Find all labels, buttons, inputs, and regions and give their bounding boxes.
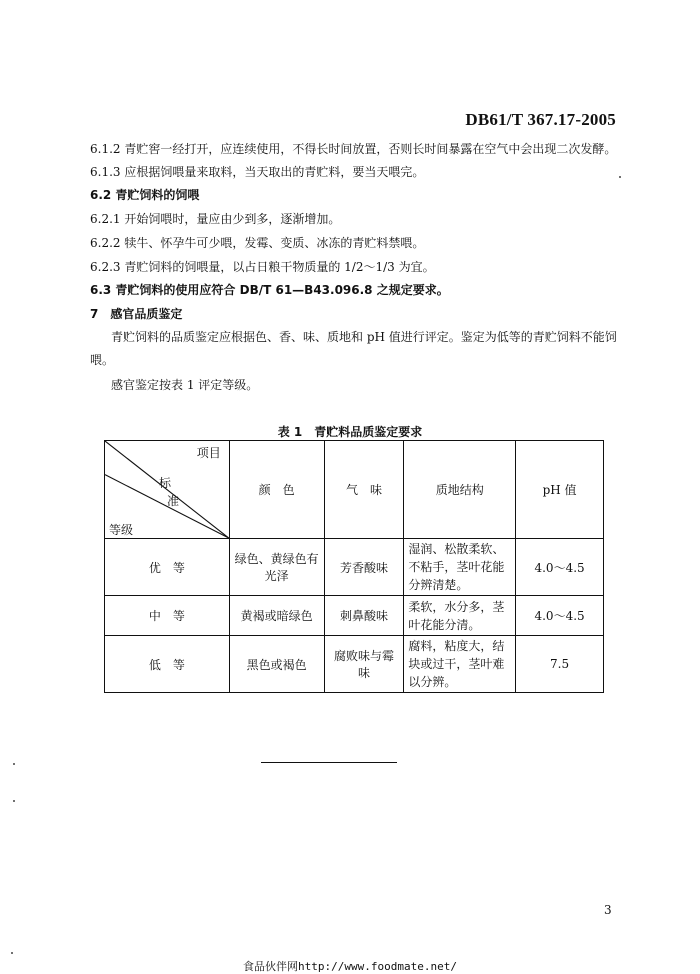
smell-cell: 腐败味与霉味	[324, 636, 404, 693]
corner-standard-label-1: 标	[159, 476, 172, 490]
grade-cell: 优 等	[105, 539, 230, 596]
heading-7: 7 感官品质鉴定	[90, 307, 183, 321]
texture-cell: 湿润、松散柔软、不粘手，茎叶花能分辨清楚。	[404, 539, 516, 596]
table-header-row	[105, 441, 604, 539]
website-watermark: 食品伙伴网http://www.foodmate.net/	[243, 960, 457, 973]
table-row	[105, 636, 604, 693]
clause-6-2-2: 6.2.2 犊牛、怀孕牛可少喂，发霉、变质、冰冻的青贮料禁喂。	[90, 236, 425, 250]
ph-cell: 4.0～4.5	[516, 539, 604, 596]
clause-6-1-3: 6.1.3 应根据饲喂量来取料，当天取出的青贮料，要当天喂完。	[90, 165, 425, 179]
section-7-paragraph-line1: 青贮饲料的品质鉴定应根据色、香、味、质地和 pH 值进行评定。鉴定为低等的青贮饲料不能饲	[111, 330, 617, 344]
header-smell: 气 味	[324, 441, 404, 539]
table-caption: 表 1 青贮料品质鉴定要求	[277, 425, 423, 439]
smell-cell: 刺鼻酸味	[324, 596, 404, 636]
quality-grading-table	[104, 440, 604, 693]
scan-speck	[619, 176, 621, 178]
ph-cell: 7.5	[516, 636, 604, 693]
texture-cell: 腐料，粘度大，结块或过干，茎叶难以分辨。	[404, 636, 516, 693]
header-texture: 质地结构	[404, 441, 516, 539]
section-7-table-reference: 感官鉴定按表 1 评定等级。	[111, 378, 259, 392]
color-cell: 黄褐或暗绿色	[229, 596, 324, 636]
corner-grade-label: 等级	[109, 523, 134, 537]
heading-6-3: 6.3 青贮饲料的使用应符合 DB/T 61—B43.096.8 之规定要求。	[90, 283, 449, 297]
table-row	[105, 539, 604, 596]
table-row	[105, 596, 604, 636]
corner-standard-label-2: 准	[167, 494, 180, 508]
scan-speck	[13, 763, 15, 765]
page-number: 3	[604, 903, 612, 917]
grade-cell: 低 等	[105, 636, 230, 693]
section-7-paragraph-line2: 喂。	[90, 353, 115, 367]
clause-6-1-2: 6.1.2 青贮窖一经打开，应连续使用，不得长时间放置，否则长时间暴露在空气中会出现二次发酵。	[90, 142, 617, 156]
smell-cell: 芳香酸味	[324, 539, 404, 596]
header-color: 颜 色	[229, 441, 324, 539]
color-cell: 绿色、黄绿色有光泽	[229, 539, 324, 596]
corner-item-label: 项目	[196, 446, 221, 460]
scan-speck	[13, 800, 15, 802]
color-cell: 黑色或褐色	[229, 636, 324, 693]
standard-code: DB61/T 367.17-2005	[465, 110, 616, 129]
end-of-standard-rule	[261, 762, 397, 763]
header-ph: pH 值	[516, 441, 604, 539]
diagonal-corner-cell	[105, 441, 230, 539]
clause-6-2-1: 6.2.1 开始饲喂时，量应由少到多，逐渐增加。	[90, 212, 341, 226]
ph-cell: 4.0～4.5	[516, 596, 604, 636]
grade-cell: 中 等	[105, 596, 230, 636]
texture-cell: 柔软，水分多，茎叶花能分清。	[404, 596, 516, 636]
clause-6-2-3: 6.2.3 青贮饲料的饲喂量，以占日粮干物质量的 1/2～1/3 为宜。	[90, 260, 435, 274]
heading-6-2: 6.2 青贮饲料的饲喂	[90, 188, 200, 202]
scan-speck	[11, 952, 13, 954]
